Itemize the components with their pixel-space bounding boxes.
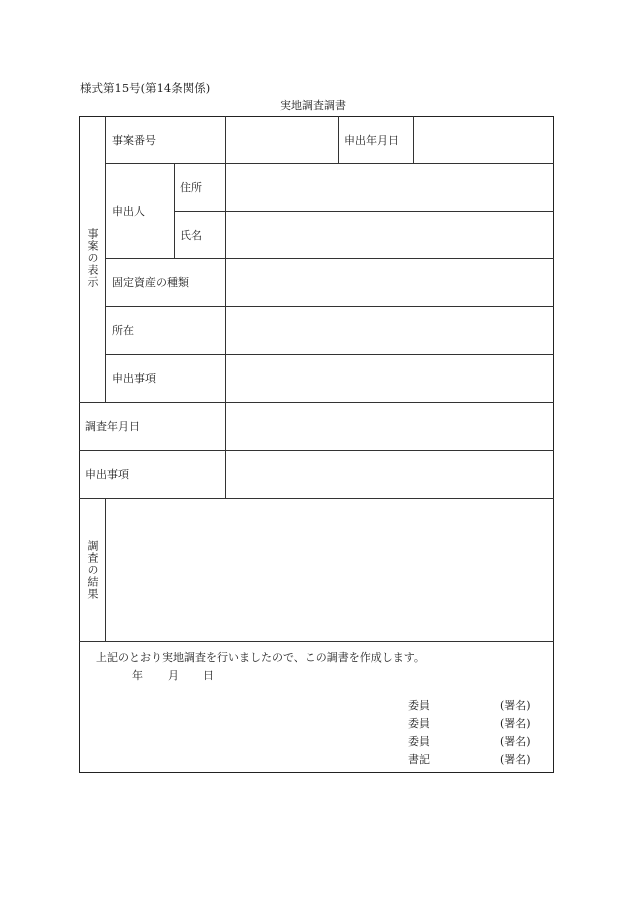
name-label: 氏名	[180, 229, 202, 242]
grid-line	[225, 116, 226, 498]
grid-line	[105, 116, 106, 402]
signer-role: 委員	[408, 735, 430, 748]
grid-line	[105, 258, 554, 259]
survey-date-label: 調査年月日	[85, 420, 140, 433]
request-matter-label-2: 申出事項	[85, 468, 129, 481]
survey-form-table	[79, 116, 554, 773]
grid-line	[79, 402, 554, 403]
grid-line	[174, 211, 554, 212]
signer-role: 委員	[408, 717, 430, 730]
closing-statement: 上記のとおり実地調査を行いましたので、この調書を作成します。	[96, 651, 425, 664]
grid-line	[79, 641, 554, 642]
section-label-case: 事案の表示	[86, 228, 99, 288]
signature-mark: (署名)	[500, 735, 531, 748]
signature-mark: (署名)	[500, 699, 531, 712]
case-number-label: 事案番号	[112, 134, 156, 147]
request-matter-label: 申出事項	[112, 372, 156, 385]
date-year: 年	[132, 669, 143, 682]
signer-role: 委員	[408, 699, 430, 712]
document-title: 実地調査調書	[280, 99, 346, 112]
grid-line	[105, 354, 554, 355]
date-month: 月	[168, 669, 179, 682]
signer-role: 書記	[408, 753, 430, 766]
grid-line	[79, 450, 554, 451]
request-date-label: 申出年月日	[344, 134, 399, 147]
grid-line	[79, 498, 554, 499]
grid-line	[413, 116, 414, 163]
form-number: 様式第15号(第14条関係)	[80, 81, 211, 95]
section-label-result: 調査の結果	[86, 540, 99, 600]
grid-line	[105, 163, 554, 164]
grid-line	[338, 116, 339, 163]
grid-line	[105, 306, 554, 307]
grid-line	[105, 498, 106, 641]
asset-type-label: 固定資産の種類	[112, 276, 189, 289]
address-label: 住所	[180, 181, 202, 194]
signature-mark: (署名)	[500, 717, 531, 730]
date-day: 日	[203, 669, 214, 682]
grid-line	[174, 163, 175, 258]
signature-mark: (署名)	[500, 753, 531, 766]
location-label: 所在	[112, 324, 134, 337]
applicant-label: 申出人	[112, 205, 145, 218]
